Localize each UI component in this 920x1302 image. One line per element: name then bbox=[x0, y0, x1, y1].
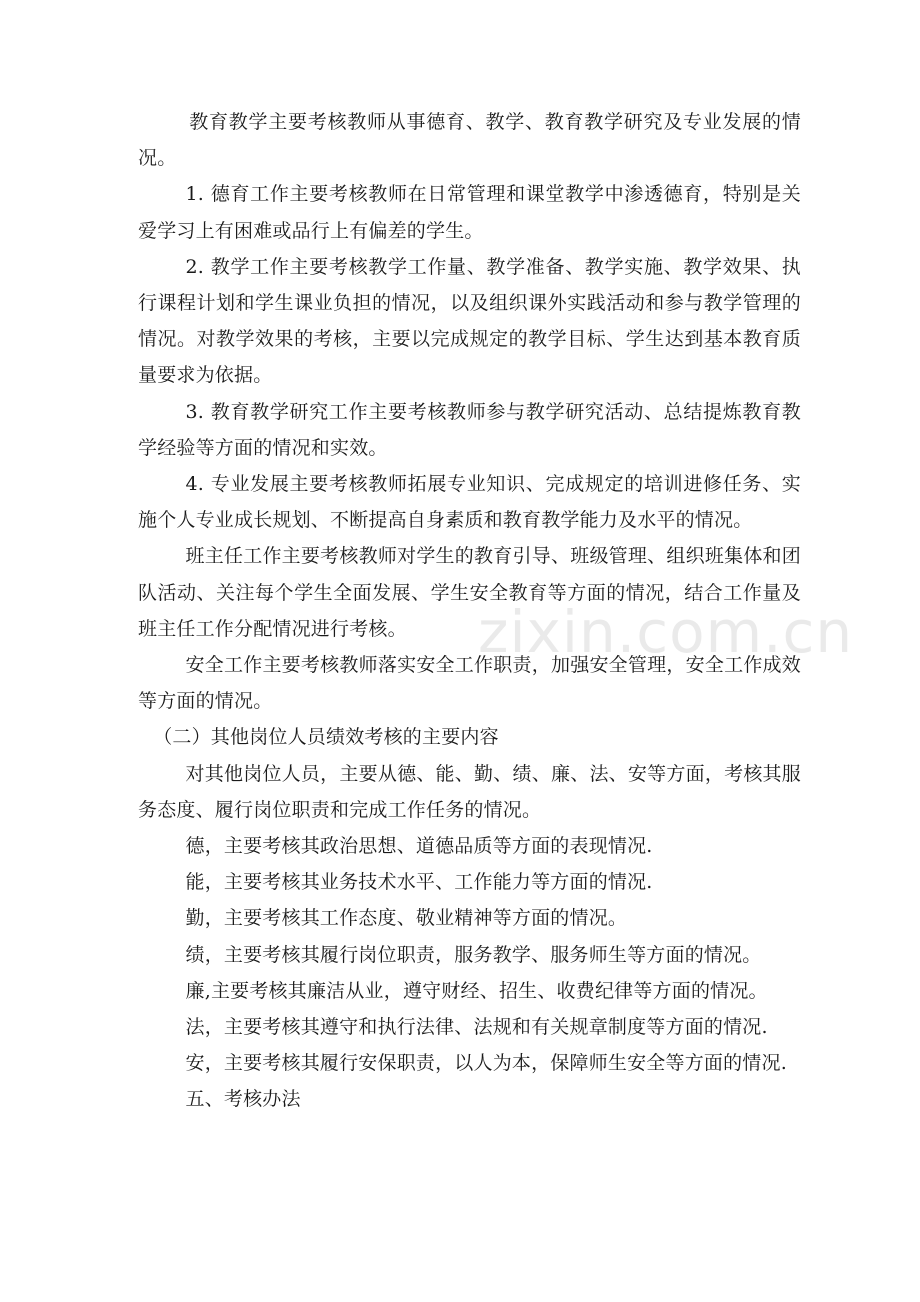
paragraph-qin: 勤，主要考核其工作态度、敬业精神等方面的情况。 bbox=[185, 907, 628, 930]
section-heading-assessment-method: 五、考核办法 bbox=[185, 1088, 301, 1111]
paragraph-item-2: 2. 教学工作主要考核教学工作量、教学准备、教学实施、教学效果、执行课程计划和学生课业负担的情况，以及组织课外实践活动和参与教学管理的情况。对教学效果的考核，主要以完成规定的教学目标、学生达到基本教育质量要求为依据。 bbox=[138, 255, 801, 387]
paragraph-item-1: 1. 德育工作主要考核教师在日常管理和课堂教学中渗透德育，特别是关爱学习上有困难或品行上有偏差的学生。 bbox=[138, 183, 801, 242]
paragraph-neng: 能，主要考核其业务技术水平、工作能力等方面的情况. bbox=[185, 871, 653, 894]
paragraph-head-teacher: 班主任工作主要考核教师对学生的教育引导、班级管理、组织班集体和团队活动、关注每个学生全面发展、学生安全教育等方面的情况，结合工作量及班主任工作分配情况进行考核。 bbox=[138, 545, 801, 640]
paragraph-de: 德，主要考核其政治思想、道德品质等方面的表现情况. bbox=[185, 835, 653, 858]
watermark-text: zixin.com.cn bbox=[478, 598, 854, 666]
paragraph-ji: 绩，主要考核其履行岗位职责，服务教学、服务师生等方面的情况。 bbox=[185, 943, 762, 966]
paragraph-safety: 安全工作主要考核教师落实安全工作职责，加强安全管理，安全工作成效等方面的情况。 bbox=[138, 654, 801, 713]
paragraph-lian: 廉,主要考核其廉洁从业，遵守财经、招生、收费纪律等方面的情况。 bbox=[185, 979, 768, 1002]
paragraph-fa: 法，主要考核其遵守和执行法律、法规和有关规章制度等方面的情况. bbox=[185, 1016, 768, 1039]
paragraph-item-3: 3. 教育教学研究工作主要考核教师参与教学研究活动、总结提炼教育教学经验等方面的情况和实效。 bbox=[138, 400, 801, 459]
paragraph-an: 安，主要考核其履行安保职责，以人为本，保障师生安全等方面的情况. bbox=[185, 1052, 787, 1075]
paragraph-other-staff: 对其他岗位人员，主要从德、能、勤、绩、廉、法、安等方面，考核其服务态度、履行岗位职责和完成工作任务的情况。 bbox=[138, 762, 801, 821]
paragraph-teaching-overview: 教育教学主要考核教师从事德育、教学、教育教学研究及专业发展的情况。 bbox=[138, 111, 801, 170]
document-body bbox=[138, 104, 801, 1118]
section-heading-other-staff: （二）其他岗位人员绩效考核的主要内容 bbox=[153, 726, 499, 749]
paragraph-item-4: 4. 专业发展主要考核教师拓展专业知识、完成规定的培训进修任务、实施个人专业成长规划、不断提高自身素质和教育教学能力及水平的情况。 bbox=[138, 473, 801, 532]
